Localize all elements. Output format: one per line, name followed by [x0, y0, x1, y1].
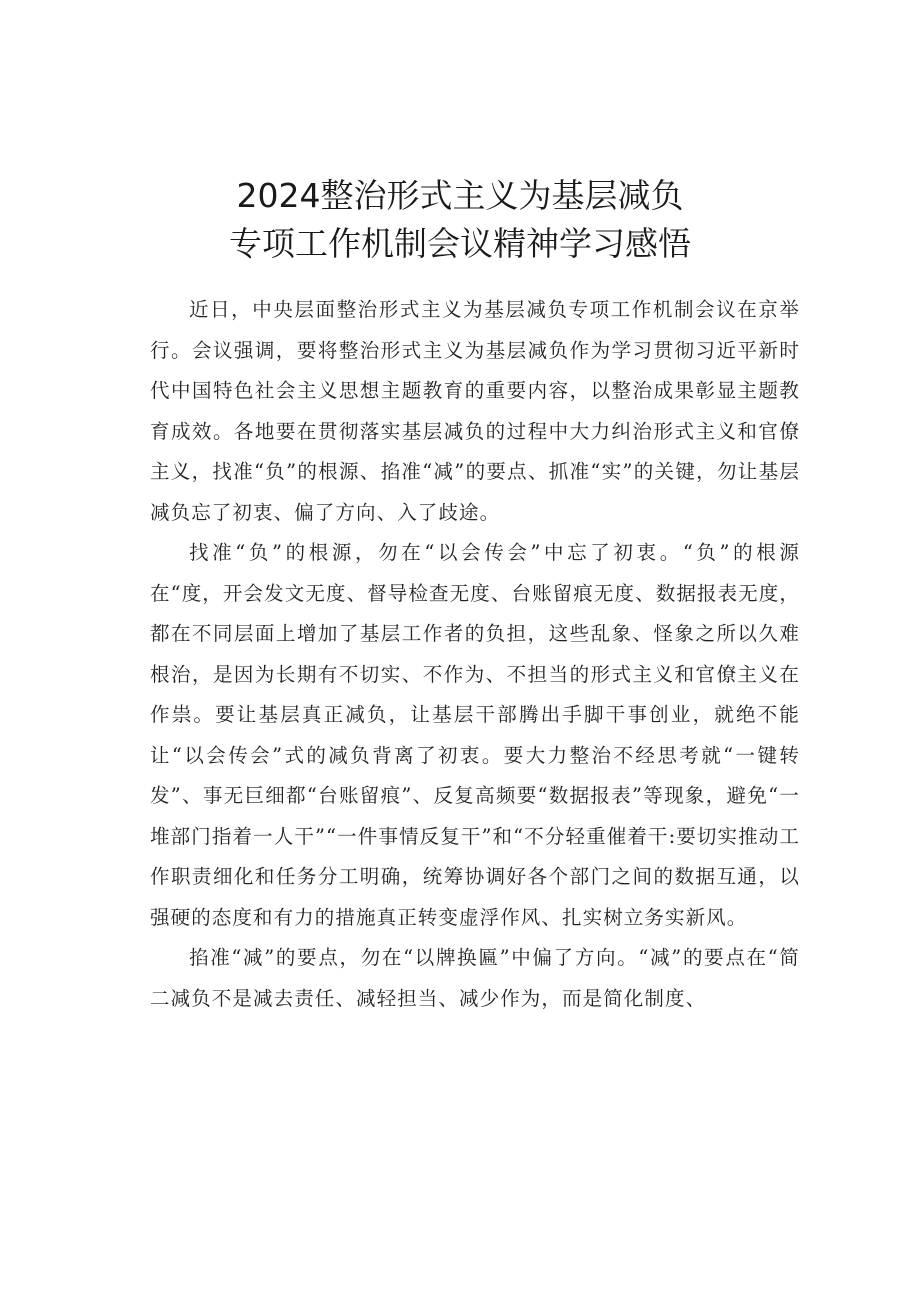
paragraph-root-cause: 找准“负”的根源，勿在“以会传会”中忘了初衷。“负”的根源在“度，开会发文无度、督导检查无度、台账留痕无度、数据报表无度，都在不同层面上增加了基层工作者的负担，这些乱象、怪象之所以久难根治，是因为长期有不切实、不作为、不担当的形式主义和官僚主义在作祟。要让基层真正减负，让基层干部腾出手脚干事创业，就绝不能让“以会传会”式的减负背离了初衷。要大力整治不经思考就“一键转发”、事无巨细都“台账留痕”、反复高频要“数据报表”等现象，避免“一堆部门指着一人干”“一件事情反复干”和“不分轻重催着干:要切实推动工作职责细化和任务分工明确，统筹协调好各个部门之间的数据互通，以强硬的态度和有力的措施真正转变虚浮作风、扎实树立务实新风。	[150, 541, 800, 929]
document-body	[150, 290, 800, 1019]
paragraph-key-points: 掐准“减”的要点，勿在“以牌换匾”中偏了方向。“减”的要点在“简二减负不是减去责任、减轻担当、减少作为，而是简化制度、	[150, 946, 800, 1010]
title-line-1: 2024整治形式主义为基层减负	[236, 176, 684, 216]
document-title	[0, 172, 920, 268]
title-line-2: 专项工作机制会议精神学习感悟	[229, 224, 691, 264]
paragraph-intro: 近日，中央层面整治形式主义为基层减负专项工作机制会议在京举行。会议强调，要将整治形式主义为基层减负作为学习贯彻习近平新时代中国特色社会主义思想主题教育的重要内容，以整治成果彰显主题教育成效。各地要在贯彻落实基层减负的过程中大力纠治形式主义和官僚主义，找准“负”的根源、掐准“减”的要点、抓准“实”的关键，勿让基层减负忘了初衷、偏了方向、入了歧途。	[150, 298, 800, 524]
